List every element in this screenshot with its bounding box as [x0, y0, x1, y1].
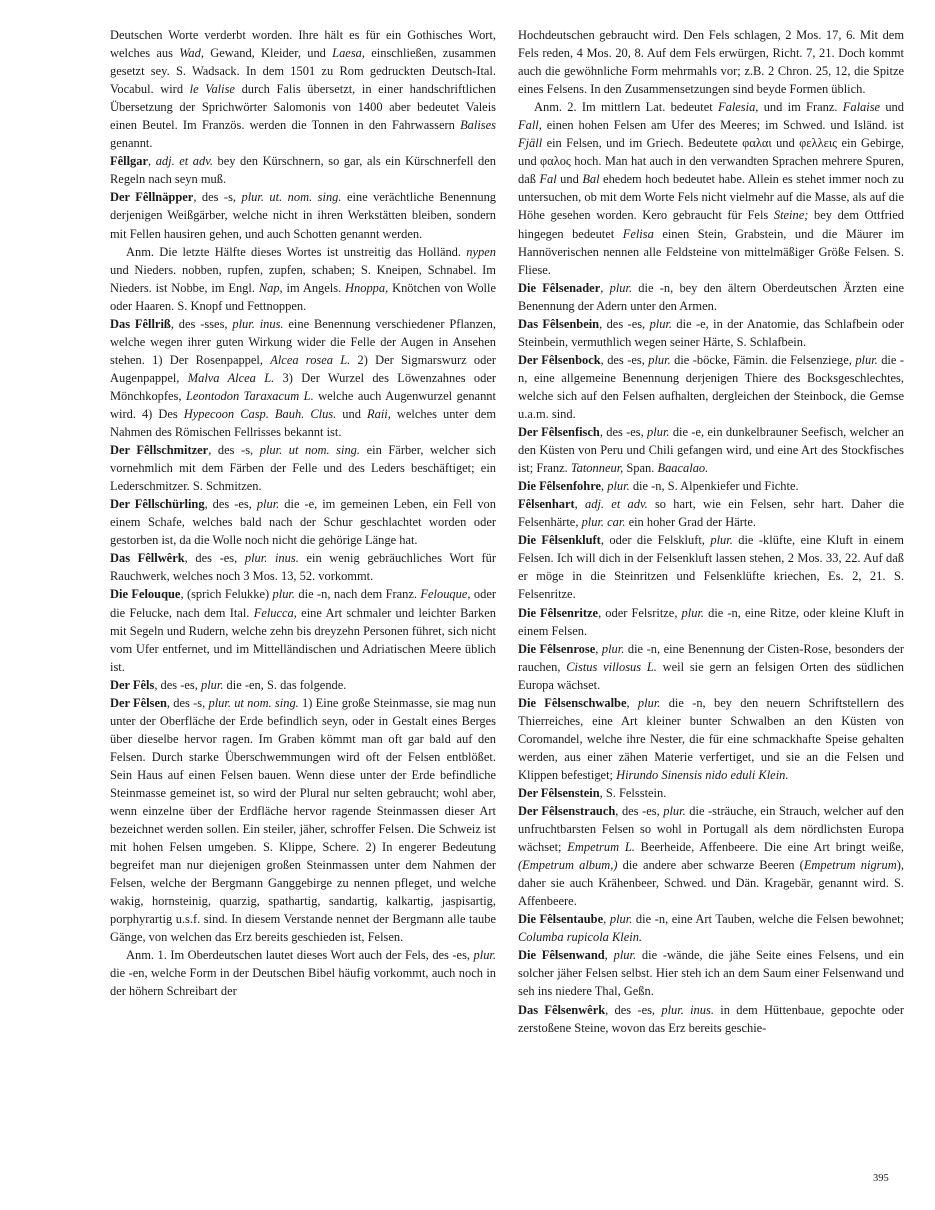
entry-paragraph — [518, 531, 904, 603]
italic-text: Empetrum nigrum — [803, 858, 897, 873]
entry-text: die -klüfte, eine Kluft in einem Felsen. Ich will dich in der Felsenkluft lassen stehen, 2 Mos. 33, 22. Auf daß er möge in die Steinritzen und Felsenklüfte kriechen, Es. 2, 21. S. Felsenritze. — [518, 533, 904, 602]
entry-text: die -e, im gemeinen Leben, ein Fell von einem Schafe, welches bald nach der Schur geschlachtet worden oder gestorben ist, da die Wolle noch nicht die gehörige Länge hat. — [110, 497, 496, 548]
entry-text: Span. — [623, 461, 658, 476]
entry-text: Knötchen von Wolle oder Haaren. S. Knopf und Fettnoppen. — [110, 280, 496, 313]
italic-text: nypen — [466, 244, 496, 259]
entry-text: ein Färber, welcher sich vornehmlich mit dem Färben der Felle und des Leders beschäftiget; ein Lederschmitzer. S. Schmitzen. — [110, 443, 497, 494]
entry-text: ein wenig gebräuchliches Wort für Rauchwerk, welches noch 3 Mos. 13, 52. vorkommt. — [110, 551, 497, 584]
entry-paragraph — [518, 279, 904, 315]
entry-headword: Die Fêlsenrose — [518, 641, 596, 656]
italic-text: Hirundo Sinensis nido eduli Klein. — [616, 767, 789, 782]
italic-text: plur. car. — [581, 515, 626, 530]
entry-text: ein hoher Grad der Härte. — [625, 515, 756, 530]
italic-text: plur. ut. nom. sing. — [241, 190, 342, 205]
entry-headword: Der Fêlsenstrauch — [518, 804, 616, 819]
entry-text: die andere aber schwarze Beeren ( — [617, 858, 804, 873]
italic-text: Falesia, — [718, 100, 759, 115]
entry-headword: Fêllgar — [110, 154, 148, 169]
entry-text: , des -es, — [599, 425, 648, 440]
italic-text: Leontodon Taraxacum L. — [185, 388, 314, 403]
italic-text: plur. — [637, 695, 661, 710]
entry-text: ), daher sie auch Krähenbeer, Schwed. und Dän. Kragebär, genannt wird. S. Affenbeere. — [518, 858, 904, 909]
entry-text: die -wände, die jähe Seite eines Felsens, und ein solcher jäher Felsen selbst. Hier steh ich an dem Saum einer Felsenwand und seh ins niedere Thal, Geßn. — [518, 948, 905, 999]
entry-headword: Die Fêlsenfohre — [518, 479, 602, 494]
entry-paragraph — [518, 946, 904, 1000]
entry-headword: Der Fêlsenfisch — [518, 425, 600, 440]
entry-text: die -n, S. Alpenkiefer und Fichte. — [629, 479, 799, 494]
italic-text: Fall, — [518, 118, 542, 133]
entry-text: , S. Felsstein. — [599, 785, 667, 800]
entry-text: , des -es, — [599, 316, 650, 331]
italic-text: Malva Alcea L. — [187, 370, 275, 385]
italic-text: adj. et adv. — [155, 154, 213, 169]
entry-text: die -sträuche, ein Strauch, welcher auf den unfruchtbarsten Felsen so wohl in Portugall als dem nördlichsten Europa wächset; — [518, 804, 904, 855]
italic-text: plur. — [647, 425, 670, 440]
entry-text: einen hohen Felsen am Ufer des Meeres; im Schwed. und Isländ. ist — [541, 118, 904, 133]
entry-text: , — [595, 641, 602, 656]
entry-paragraph — [110, 152, 496, 188]
italic-text: plur. — [609, 280, 633, 295]
entry-headword: Die Fêlsenritze — [518, 605, 599, 620]
italic-text: Steine; — [773, 208, 809, 223]
entry-headword: Der Fêllnäpper — [110, 190, 194, 205]
entry-text: eine verächtliche Benennung derjenigen Weißgärber, welche nicht in ihren Werkstätten bleiben, sondern mit Fellen hausiren gehen, und auch Schotten genannt werden. — [110, 190, 497, 241]
entry-text: und Nieders. nobben, rupfen, zupfen, schaben; S. Kneipen, Schnabel. Im Nieders. ist Nobbe, im Engl. — [110, 262, 496, 295]
entry-text: die -n, bey den ältern Oberdeutschen Ärzten eine Benennung der Adern unter den Armen. — [518, 280, 905, 313]
italic-text: plur. inus. — [232, 316, 284, 331]
italic-text: plur. — [272, 587, 295, 602]
entry-text: , des -es, — [204, 497, 257, 512]
entry-text: die -n, eine Ritze, oder kleine Kluft in einem Felsen. — [518, 605, 905, 638]
italic-text: plur. — [256, 497, 280, 512]
italic-text: plur. inus. — [244, 551, 299, 566]
entry-text: , des -s, — [208, 443, 260, 458]
italic-text: plur. — [649, 316, 673, 331]
entry-text: bey dem Ottfried hingegen bedeutet — [518, 208, 904, 241]
italic-text: plur. — [613, 948, 637, 963]
entry-text: , — [626, 695, 638, 710]
entry-headword: Die Fêlsenwand — [518, 948, 605, 963]
italic-text: plur. — [473, 948, 496, 963]
italic-text: Raii, — [367, 406, 391, 421]
entry-text: , oder die Felskluft, — [600, 533, 711, 548]
entry-text: , des -es, — [615, 804, 664, 819]
entry-headword: Die Fêlsentaube — [518, 912, 604, 927]
entry-text: weil sie gern an felsigen Orten des südlichen Europa wächset. — [518, 659, 905, 692]
italic-text: Tatonneur, — [570, 461, 624, 476]
entry-paragraph — [518, 694, 904, 784]
entry-headword: Der Fêls — [110, 677, 155, 692]
entry-headword: Die Fêlsenader — [518, 280, 601, 295]
entry-text: oder die Felucke, nach dem Ital. — [110, 587, 496, 620]
entry-paragraph — [110, 694, 496, 947]
entry-text: , — [600, 280, 610, 295]
entry-text: durch Falis übersetzt, in einer handschriftlichen Übersetzung der Sprichwörter Salomonis von 1400 aber bedeutet Valeis einen Beutel. Im Französ. werden die Tonnen in den Fahrwassern — [110, 82, 496, 133]
entry-text: Anm. 2. Im mittlern Lat. bedeutet — [534, 100, 718, 115]
entry-text: in dem Hüttenbaue, gepochte oder zerstoßene Steine, wovon das Erz bereits geschie- — [518, 1002, 904, 1035]
entry-text: Hochdeutschen gebraucht wird. Den Fels schlagen, 2 Mos. 17, 6. Mit dem Fels reden, 4 Mos. 20, 8. Auf dem Fels erwürgen, Richt. 7, 21. Doch kommt auch die gewöhnliche Form mehrmahls vor; z.B. 2 Chron. 25, 12, die Spitze eines Felsens. In den Zusammensetzungen sind beyde Formen üblich. — [518, 28, 904, 97]
italic-text: adj. et adv. — [585, 497, 648, 512]
entry-text: 3) Der Wurzel des Löwenzahnes oder Mönchkopfes, — [110, 370, 496, 403]
italic-text: plur. inus. — [661, 1002, 714, 1017]
italic-text: Hypecoon Casp. Bauh. Clus. — [183, 406, 337, 421]
entry-paragraph — [518, 423, 904, 477]
entry-paragraph — [518, 315, 904, 351]
entry-text: Anm. 1. Im Oberdeutschen lautet dieses Wort auch der Fels, des -es, — [126, 948, 474, 963]
entry-paragraph — [110, 315, 496, 441]
italic-text: Hnoppa, — [345, 280, 389, 295]
entry-text: und — [336, 406, 367, 421]
entry-paragraph — [518, 604, 904, 640]
entry-text: einen Stein, Grabstein, und die Mäurer im Hannöverischen nennen alle Feldsteine von mittelmäßiger Größe Felsen. S. Fliese. — [518, 226, 905, 277]
entry-text: welches unter dem Nahmen des Römischen Fellrisses bekannt ist. — [110, 406, 496, 440]
italic-text: Laesa, — [332, 46, 365, 61]
entry-paragraph — [518, 477, 904, 495]
italic-text: Alcea rosea L. — [270, 352, 351, 367]
entry-paragraph — [518, 640, 904, 694]
entry-text: die -n, eine Art Tauben, welche die Felsen bewohnet; — [632, 912, 904, 927]
italic-text: plur. — [855, 352, 878, 367]
entry-text: , des -es, — [154, 677, 201, 692]
italic-text: plur. ut nom. sing. — [208, 695, 299, 710]
entry-headword: Die Fêlsenkluft — [518, 533, 601, 548]
entry-text: , — [603, 912, 610, 927]
entry-headword: Das Fêllriß — [110, 316, 171, 331]
entry-headword: Das Fêlsenwêrk — [518, 1002, 606, 1017]
entry-headword: Der Fêlsenstein — [518, 785, 600, 800]
italic-text: plur. — [601, 641, 625, 656]
entry-text: Anm. Die letzte Hälfte dieses Wortes ist unstreitig das Holländ. — [126, 244, 467, 259]
entry-text: die -en, welche Form in der Deutschen Bibel häufig vorkommt, auch noch in der höhern Schreibart der — [110, 966, 496, 999]
entry-text: welche auch Augenwurzel genannt wird. 4) Des — [110, 388, 496, 421]
entry-text: die -n, nach dem Franz. — [294, 587, 421, 602]
entry-text: ehedem hoch bedeutet habe. Allein es stehet immer noch zu untersuchen, ob mit dem Worte Fels nicht vielmehr auf die Masse, als auf die Höhe gesehen worden. Kero gebraucht für Fels — [518, 172, 904, 223]
entry-paragraph — [110, 188, 496, 242]
entry-text: ein Felsen, und im Griech. Bedeutete φαλαι und φελλεις ein Gebirge, und φαλος hoch. Man hat auch in den verwandten Sprachen mehrere Spuren, daß — [518, 136, 904, 187]
italic-text: plur. — [609, 912, 633, 927]
italic-text: le Valise — [189, 82, 235, 97]
italic-text: Nap, — [258, 280, 283, 295]
entry-text: , des -s, — [193, 190, 242, 205]
italic-text: plur. — [663, 804, 686, 819]
italic-text: Cistus villosus L. — [566, 659, 657, 674]
entry-paragraph — [110, 495, 496, 549]
entry-paragraph — [518, 1001, 904, 1037]
left-column — [110, 26, 496, 1001]
entry-text: , des -s, — [166, 695, 209, 710]
entry-text: Gewand, Kleider, und — [203, 46, 333, 61]
entry-headword: Die Fêlsenschwalbe — [518, 695, 627, 710]
entry-text: genannt. — [110, 136, 153, 151]
entry-headword: Das Fêllwêrk — [110, 551, 185, 566]
italic-text: Fal — [539, 172, 557, 187]
italic-text: Columba rupicola Klein. — [518, 930, 643, 945]
italic-text: Balises — [460, 118, 496, 133]
entry-headword: Der Fêllschürling — [110, 497, 205, 512]
entry-text: , des -sses, — [170, 316, 233, 331]
italic-text: plur. ut nom. sing. — [259, 443, 361, 458]
entry-paragraph — [110, 26, 496, 152]
entry-text: eine Benennung verschiedener Pflanzen, welche wegen ihrer guten Wirkung wider die Felle der Augen in Ansehen stehen. 1) Der Rosenpappel, — [110, 316, 497, 367]
entry-paragraph — [110, 946, 496, 1000]
entry-headword: Der Fêlsenbock — [518, 352, 601, 367]
entry-headword: Das Fêlsenbein — [518, 316, 600, 331]
page-number: 395 — [873, 1173, 889, 1184]
entry-paragraph — [110, 676, 496, 694]
italic-text: Bal — [582, 172, 600, 187]
entry-text: , des -es, — [600, 352, 649, 367]
entry-text: , — [601, 479, 608, 494]
entry-paragraph — [518, 351, 904, 423]
entry-headword: Die Felouque — [110, 587, 181, 602]
italic-text: Fjäll — [518, 136, 543, 151]
entry-text: , — [574, 497, 586, 512]
italic-text: plur. — [607, 479, 630, 494]
entry-paragraph — [110, 585, 496, 675]
right-column — [518, 26, 904, 1037]
entry-paragraph — [110, 549, 496, 585]
italic-text: (Empetrum album,) — [518, 858, 618, 873]
entry-text: einschließen, zusammen gesetzt sey. S. Wadsack. In dem 1501 zu Rom gedruckten Deutsch-Ital. Vocabul. wird — [110, 46, 496, 97]
entry-paragraph — [110, 243, 496, 315]
italic-text: plur. — [681, 605, 705, 620]
entry-text: und im Franz. — [758, 100, 843, 115]
entry-headword: Der Fêllschmitzer — [110, 443, 209, 458]
entry-text: die -böcke, Fämin. die Felsenziege, — [670, 352, 856, 367]
entry-text: die -e, ein dunkelbrauner Seefisch, welcher an den Küsten von Peru und Chili gefangen wird, und eine Art des Stockfisches ist; Franz. — [518, 425, 904, 476]
entry-text: , des -es, — [184, 551, 245, 566]
entry-text: eine Art schmaler und leichter Barken mit Segeln und Rudern, welche zehn bis dreyzehn Personen führet, sich nicht vom Ufer entfernet, und im Mittelländischen und Adriatischen Meere üblich ist. — [110, 605, 497, 674]
italic-text: Felucca, — [253, 605, 297, 620]
italic-text: plur. — [648, 352, 671, 367]
entry-text: , (sprich Felukke) — [180, 587, 273, 602]
entry-text: 2) Der Sigmarswurz oder Augenpappel, — [110, 352, 496, 385]
entry-text: und — [556, 172, 583, 187]
entry-paragraph — [518, 784, 904, 802]
italic-text: plur. — [710, 533, 733, 548]
entry-headword: Fêlsenhart — [518, 497, 575, 512]
entry-text: 1) Eine große Steinmasse, sie mag nun unter der Oberfläche der Erde befindlich seyn, oder in Gestalt eines Berges über dieselbe hervor ragen. Im Graben kömmt man oft gar bald auf den Felsen. Durch starke Überschwemmungen wird oft der Felsen entblößet. Sein Haus auf einen Felsen bauen. Wenn diese unter der Erde befindliche Steinmasse gemeinet ist, so wird der Plural nur selten gebraucht; wohl aber, wenn einzelne über der Erdfläche hervor ragende Steinmassen dieser Art bezeichnet werden sollen. Ein steiler, jäher, schroffer Felsen. Die Schweiz ist mit hohen Felsen umgeben. S. Klippe, Schere. 2) In engerer Bedeutung begreifet man nur diejenigen großen Steinmassen unter dem Nahmen der Felsen, welche der Bergmann Ganggebirge zu nennen pfleget, und welche wakig, hornsteinig, quarzig, spathartig, sandartig, kalkartig, jaspisartig, porphyrartig u.s.f. sind. In diesem Verstande nennet der Bergmann alle taube Gänge, von welchen das Erz bereits geschieden ist, Felsen. — [110, 695, 497, 945]
entry-text: , oder Felsritze, — [598, 605, 682, 620]
entry-text: im Angels. — [282, 280, 346, 295]
entry-headword: Der Fêlsen — [110, 695, 167, 710]
entry-paragraph — [518, 802, 904, 910]
entry-text: die -n, eine Benennung der Cisten-Rose, besonders der rauchen, — [518, 641, 904, 674]
entry-paragraph — [110, 441, 496, 495]
entry-text: so hart, wie ein Felsen, sehr hart. Daher die Felsenhärte, — [518, 497, 905, 530]
entry-text: , — [604, 948, 614, 963]
entry-text: die -n, bey den neuern Schriftstellern des Thierreiches, eine Art kleiner bunter Schwalben an den Küsten von Coromandel, welche ihre Nester, die für eine schmackhafte Speise gehalten werden, aus einer zähen Materie verfertiget, und sie an die Felsen und Klippen befestiget; — [518, 695, 904, 782]
entry-text: bey den Kürschnern, so gar, als ein Kürschnerfell den Regeln nach seyn muß. — [110, 154, 497, 187]
italic-text: Felisa — [622, 226, 654, 241]
entry-paragraph — [518, 495, 904, 531]
italic-text: Empetrum L. — [567, 840, 635, 855]
entry-paragraph — [518, 910, 904, 946]
entry-paragraph — [518, 26, 904, 98]
entry-text: die -e, in der Anatomie, das Schlafbein oder Steinbein, vermuthlich wegen seiner Härte, S. Schlafbein. — [518, 316, 904, 349]
entry-text: die -en, S. das folgende. — [223, 677, 347, 692]
italic-text: Wad, — [179, 46, 204, 61]
italic-text: plur. — [200, 677, 224, 692]
entry-text: , — [148, 154, 156, 169]
entry-text: Deutschen Worte verderbt worden. Ihre hält es für ein Gothisches Wort, welches aus — [110, 28, 496, 61]
entry-text: Beerheide, Affenbeere. Die eine Art bringt weiße, — [634, 840, 904, 855]
entry-text: , des -es, — [605, 1002, 662, 1017]
entry-paragraph — [518, 98, 904, 278]
entry-text: und — [880, 100, 904, 115]
italic-text: Falaise — [842, 100, 881, 115]
entry-text: die -n, eine allgemeine Benennung derjenigen Thiere des Bocksgeschlechtes, welche sich auf den Felsen aufhalten, dergleichen der Steinbock, die Gemse u.a.m. sind. — [518, 352, 904, 421]
italic-text: Felouque, — [420, 587, 471, 602]
italic-text: Baacalao. — [657, 461, 709, 476]
